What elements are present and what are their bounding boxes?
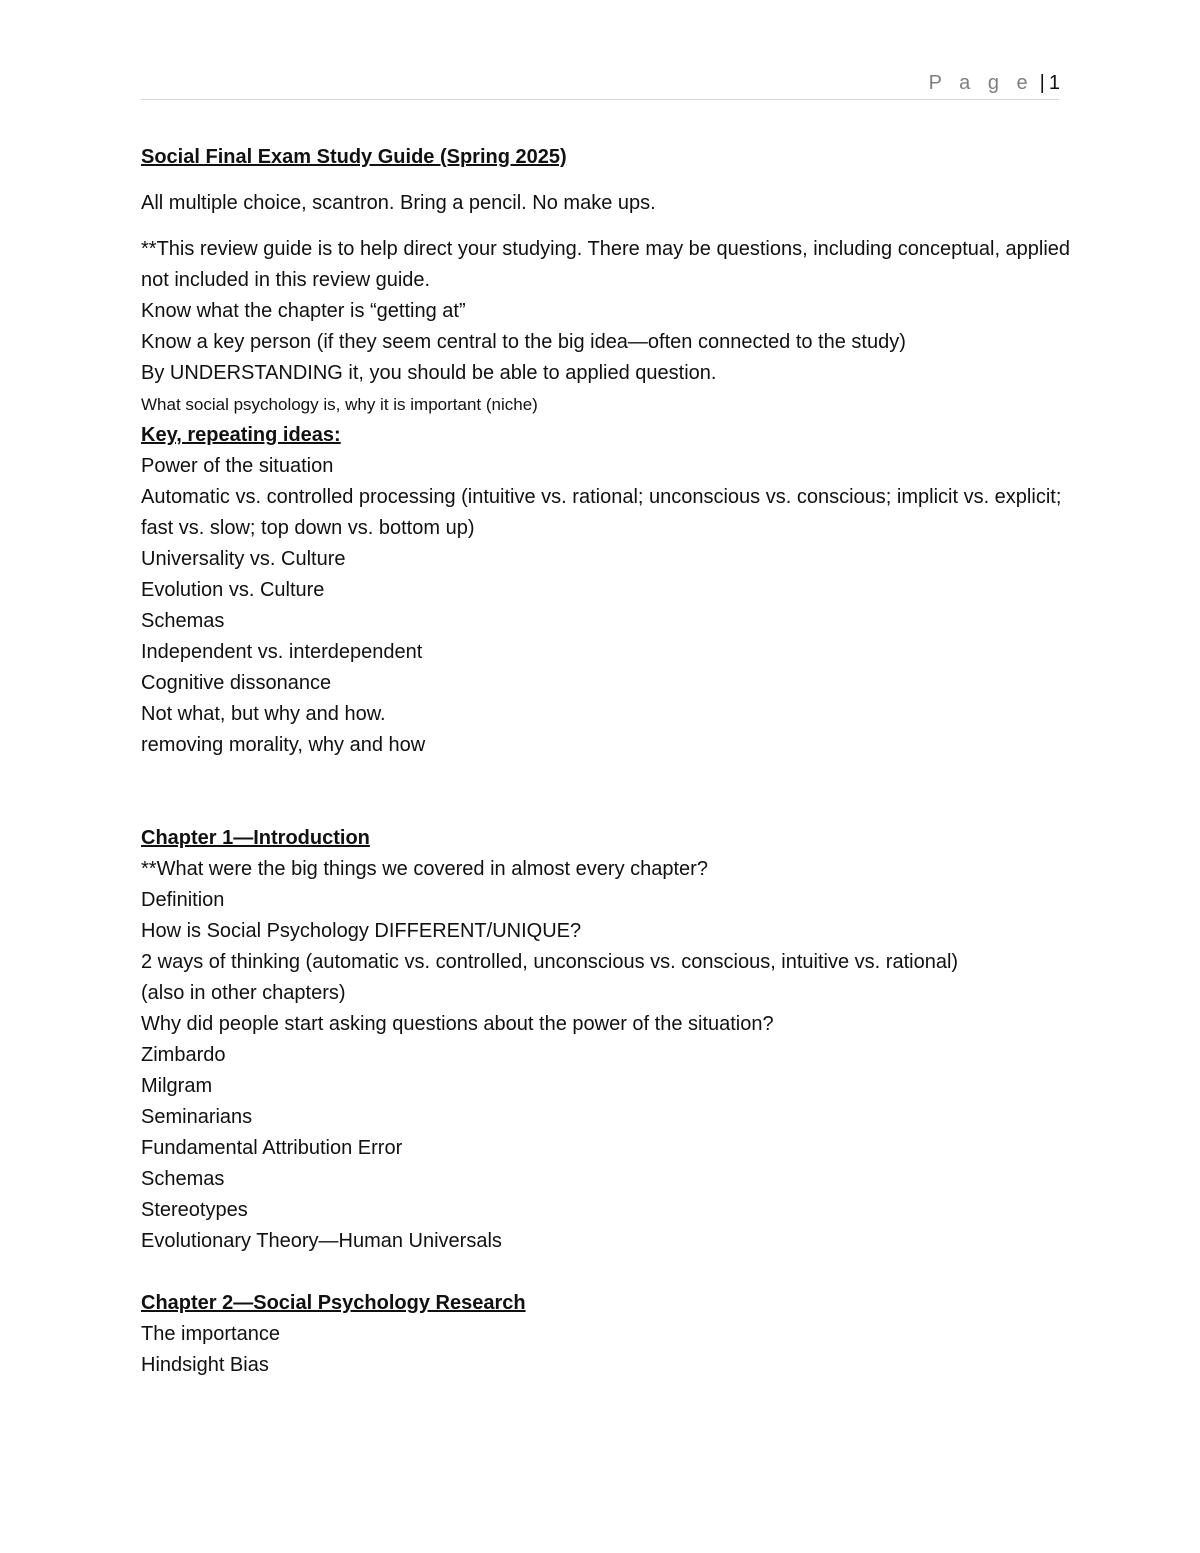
key-idea-item: Not what, but why and how. <box>141 703 386 725</box>
document-body <box>141 142 1071 1381</box>
note-line: **This review guide is to help direct your studying. There may be questions, including conceptual, applied not included in this review guide. <box>141 238 1071 291</box>
page-separator: | <box>1039 72 1045 94</box>
note-line: Know what the chapter is “getting at” <box>141 300 466 322</box>
chapter1-item: How is Social Psychology DIFFERENT/UNIQUE? <box>141 920 582 942</box>
chapter1-item: Milgram <box>141 1075 213 1097</box>
key-idea-item: Evolution vs. Culture <box>141 579 325 601</box>
note-line: Know a key person (if they seem central to the big idea—often connected to the study) <box>141 331 906 353</box>
chapter1-item: Fundamental Attribution Error <box>141 1137 403 1159</box>
chapter1-item: Seminarians <box>141 1106 253 1128</box>
document-title: Social Final Exam Study Guide (Spring 2025) <box>141 146 567 168</box>
intro-line: All multiple choice, scantron. Bring a pencil. No make ups. <box>141 192 656 214</box>
chapter1-item: 2 ways of thinking (automatic vs. controlled, unconscious vs. conscious, intuitive vs. rational) <box>141 951 959 973</box>
key-idea-item: removing morality, why and how <box>141 734 426 756</box>
key-idea-item: Independent vs. interdependent <box>141 641 423 663</box>
chapter1-item: Stereotypes <box>141 1199 248 1221</box>
header-rule <box>141 99 1059 100</box>
note-line: By UNDERSTANDING it, you should be able to applied question. <box>141 362 717 384</box>
chapter1-item: (also in other chapters) <box>141 982 346 1004</box>
chapter1-item: Why did people start asking questions about the power of the situation? <box>141 1013 774 1035</box>
chapter1-item: **What were the big things we covered in almost every chapter? <box>141 858 708 880</box>
chapter1-heading: Chapter 1—Introduction <box>141 827 370 849</box>
chapter2-item: Hindsight Bias <box>141 1354 269 1376</box>
page-header <box>929 72 1060 95</box>
key-idea-item: Power of the situation <box>141 455 334 477</box>
chapter1-item: Definition <box>141 889 225 911</box>
key-idea-item: Automatic vs. controlled processing (intuitive vs. rational; unconscious vs. conscious; implicit vs. explicit; fast vs. slow; top down vs. bottom up) <box>141 486 1062 539</box>
key-idea-item: Schemas <box>141 610 225 632</box>
chapter1-item: Evolutionary Theory—Human Universals <box>141 1230 502 1252</box>
chapter2-item: The importance <box>141 1323 280 1345</box>
small-note: What social psychology is, why it is important (niche) <box>141 395 538 414</box>
page-number: 1 <box>1048 72 1060 94</box>
chapter2-heading: Chapter 2—Social Psychology Research <box>141 1292 526 1314</box>
chapter1-item: Zimbardo <box>141 1044 226 1066</box>
key-ideas-heading: Key, repeating ideas: <box>141 424 341 446</box>
page-label: P a g e <box>928 72 1034 94</box>
chapter1-item: Schemas <box>141 1168 225 1190</box>
key-idea-item: Cognitive dissonance <box>141 672 332 694</box>
key-idea-item: Universality vs. Culture <box>141 548 346 570</box>
